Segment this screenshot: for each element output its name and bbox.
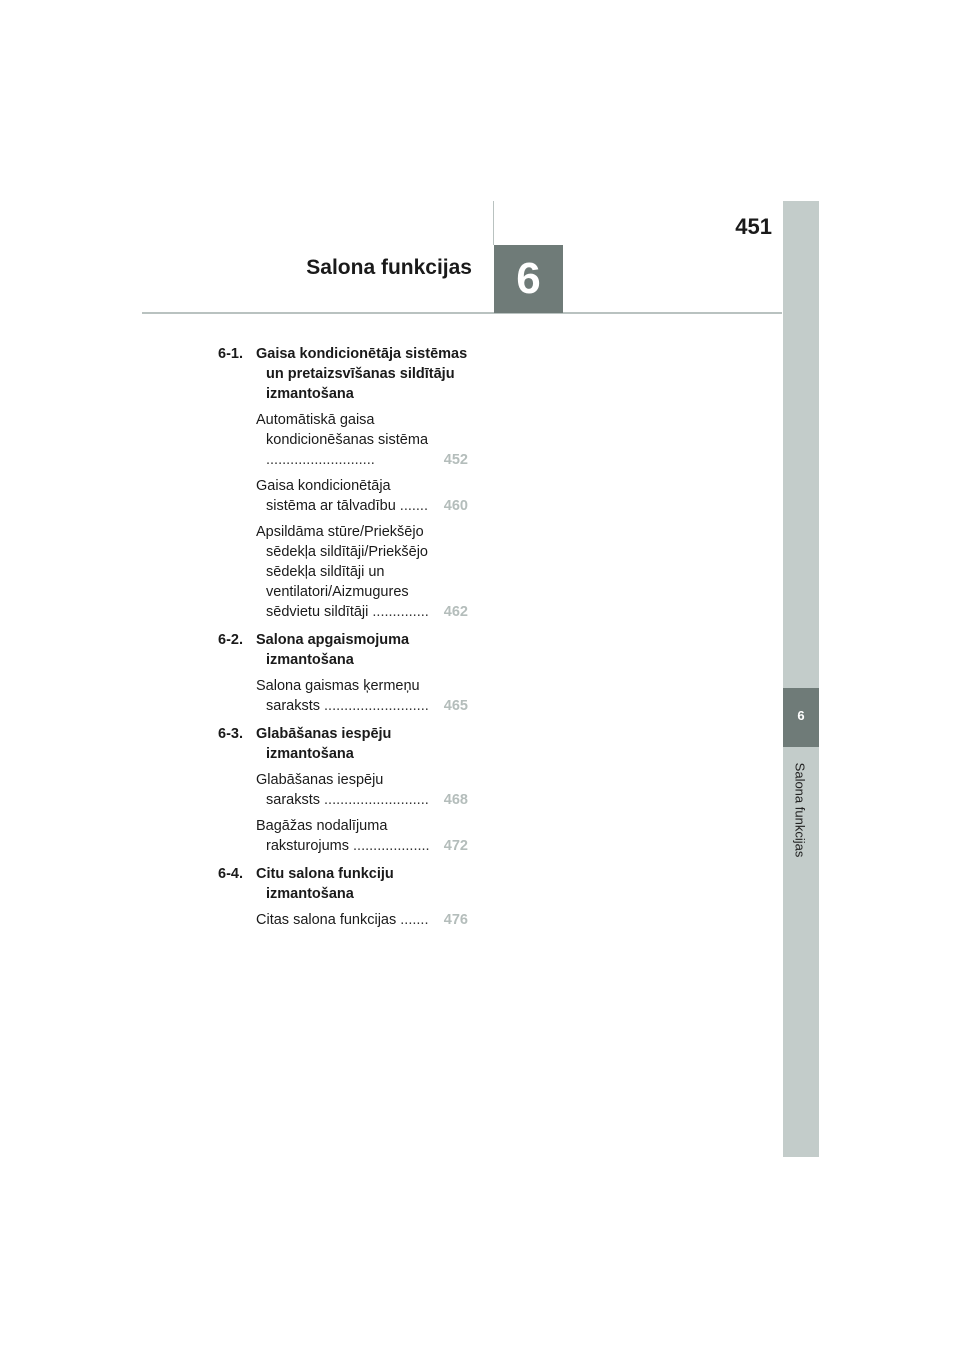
section-number: 6-3.	[218, 726, 243, 742]
leader-dots: ..........................	[320, 792, 429, 808]
entry-page-number[interactable]: 452	[443, 452, 468, 468]
section-number: 6-4.	[218, 866, 243, 882]
section-gap	[218, 856, 468, 864]
toc-entry[interactable]	[256, 522, 468, 622]
header-vertical-rule	[493, 201, 494, 245]
entry-page-number[interactable]: 462	[443, 604, 468, 620]
toc-entry[interactable]	[256, 770, 468, 810]
entry-title-text: Automātiskā gaisa kondicionēšanas sistēma	[256, 412, 429, 448]
entry-title	[256, 410, 468, 470]
chapter-number: 6	[516, 254, 541, 303]
entry-title-text: Apsildāma stūre/Priekšējo sēdekļa sildītāji/Priekšējo sēdekļa sildītāji un ventilatori/Aizmugures sēdvietu sildītāji	[256, 524, 428, 620]
entry-title	[256, 770, 468, 810]
section-number: 6-1.	[218, 346, 243, 362]
chapter-side-strip	[783, 201, 819, 1157]
entry-title	[256, 476, 468, 516]
entry-page-number[interactable]: 476	[443, 912, 468, 928]
side-chapter-number: 6	[797, 708, 805, 723]
entry-title	[256, 676, 468, 716]
entry-title-text: Salona gaismas ķermeņu saraksts	[256, 678, 420, 714]
entry-page-number[interactable]: 468	[443, 792, 468, 808]
toc-section	[218, 864, 468, 904]
entry-page-number[interactable]: 472	[443, 838, 468, 854]
header-rule	[142, 312, 782, 314]
page-number: 451	[735, 214, 772, 239]
entry-page-number[interactable]: 460	[443, 498, 468, 514]
entry-title-text: Citas salona funkcijas	[256, 912, 397, 928]
entry-title-text: Bagāžas nodalījuma raksturojums	[256, 818, 388, 854]
entry-title	[256, 522, 468, 622]
section-title: Glabāšanas iespēju izmantošana	[256, 726, 392, 762]
entry-title-text: Glabāšanas iespēju saraksts	[256, 772, 384, 808]
table-of-contents	[218, 344, 468, 930]
leader-dots: ...........................	[266, 452, 375, 468]
entry-title	[256, 816, 468, 856]
leader-dots: ..............	[368, 604, 429, 620]
entry-title	[256, 910, 468, 930]
side-chapter-label: Salona funkcijas	[792, 762, 808, 858]
chapter-title: Salona funkcijas	[306, 256, 472, 279]
toc-entry[interactable]	[256, 910, 468, 930]
section-number: 6-2.	[218, 632, 243, 648]
toc-section	[218, 344, 468, 404]
section-gap	[218, 622, 468, 630]
entry-title-text: Gaisa kondicionētāja sistēma ar tālvadību	[256, 478, 396, 514]
section-title: Gaisa kondicionētāja sistēmas un pretaizsvīšanas sildītāju izmantošana	[256, 346, 468, 402]
section-gap	[218, 716, 468, 724]
toc-section	[218, 630, 468, 670]
section-title: Citu salona funkciju izmantošana	[256, 866, 394, 902]
leader-dots: .......	[396, 912, 429, 928]
leader-dots: ..........................	[320, 698, 429, 714]
toc-section	[218, 724, 468, 764]
toc-entry[interactable]	[256, 410, 468, 470]
leader-dots: ...................	[349, 838, 430, 854]
toc-entry[interactable]	[256, 676, 468, 716]
entry-page-number[interactable]: 465	[443, 698, 468, 714]
toc-entry[interactable]	[256, 476, 468, 516]
section-title: Salona apgaismojuma izmantošana	[256, 632, 410, 668]
leader-dots: .......	[395, 498, 428, 514]
toc-entry[interactable]	[256, 816, 468, 856]
